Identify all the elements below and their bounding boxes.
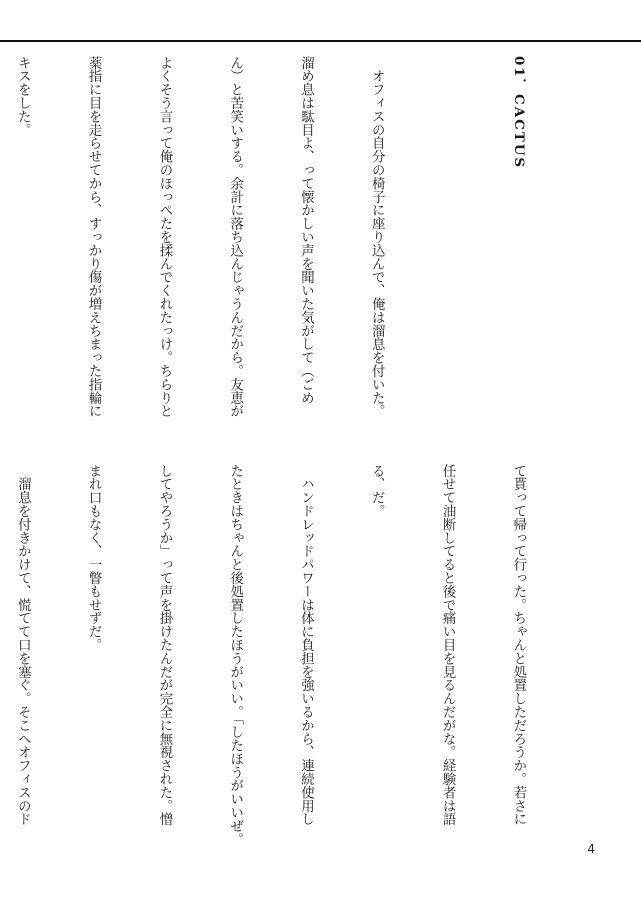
text-line: まれ口もなく、一瞥もせずだ。: [86, 464, 102, 652]
text-line: してやろうか」って声を掛けたんだが完全に無視された。憎: [156, 464, 172, 826]
upper-text-block: [15, 56, 577, 438]
text-line: 任せて油断してると後で痛い目を見るんだがな。経験者は語: [440, 464, 456, 826]
text-line: たときはちゃんと後処置したほうがいい。「したほうがいいぜ。: [227, 464, 243, 846]
text-line: オフィスの自分の椅子に座り込んで、俺は溜息を付いた。: [369, 56, 385, 418]
text-line: 薬指に目を走らせてから、すっかり傷が増えちまった指輪に: [86, 56, 102, 418]
text-line: 溜息を付きかけて、慌てて口を塞ぐ。そこへオフィスのド: [15, 464, 31, 826]
text-line: ん）と苦笑いする。余計に落ち込んじゃうんだから。友恵が: [227, 56, 243, 418]
page-number: 4: [587, 842, 595, 856]
text-line: [435, 56, 459, 438]
text-line: よくそう言って俺のほっぺたを揉んでくれたっけ。ちらりと: [156, 56, 172, 418]
lower-text-block: [15, 464, 577, 846]
text-line: る、だ。: [369, 464, 385, 518]
chapter-header: 01．CACTUS: [510, 56, 527, 170]
top-rule: [0, 40, 641, 42]
text-line: 溜め息は駄目よ、って懐かしい声を聞いた気がして（ごめ: [298, 56, 314, 405]
text-line: て貰って帰って行った。ちゃんと処置しただろうか。若さに: [510, 464, 526, 826]
text-line: キスをした。: [15, 56, 31, 137]
text-line: ハンドレッドパワーは体に負担を強いるから、連続使用し: [298, 464, 314, 826]
